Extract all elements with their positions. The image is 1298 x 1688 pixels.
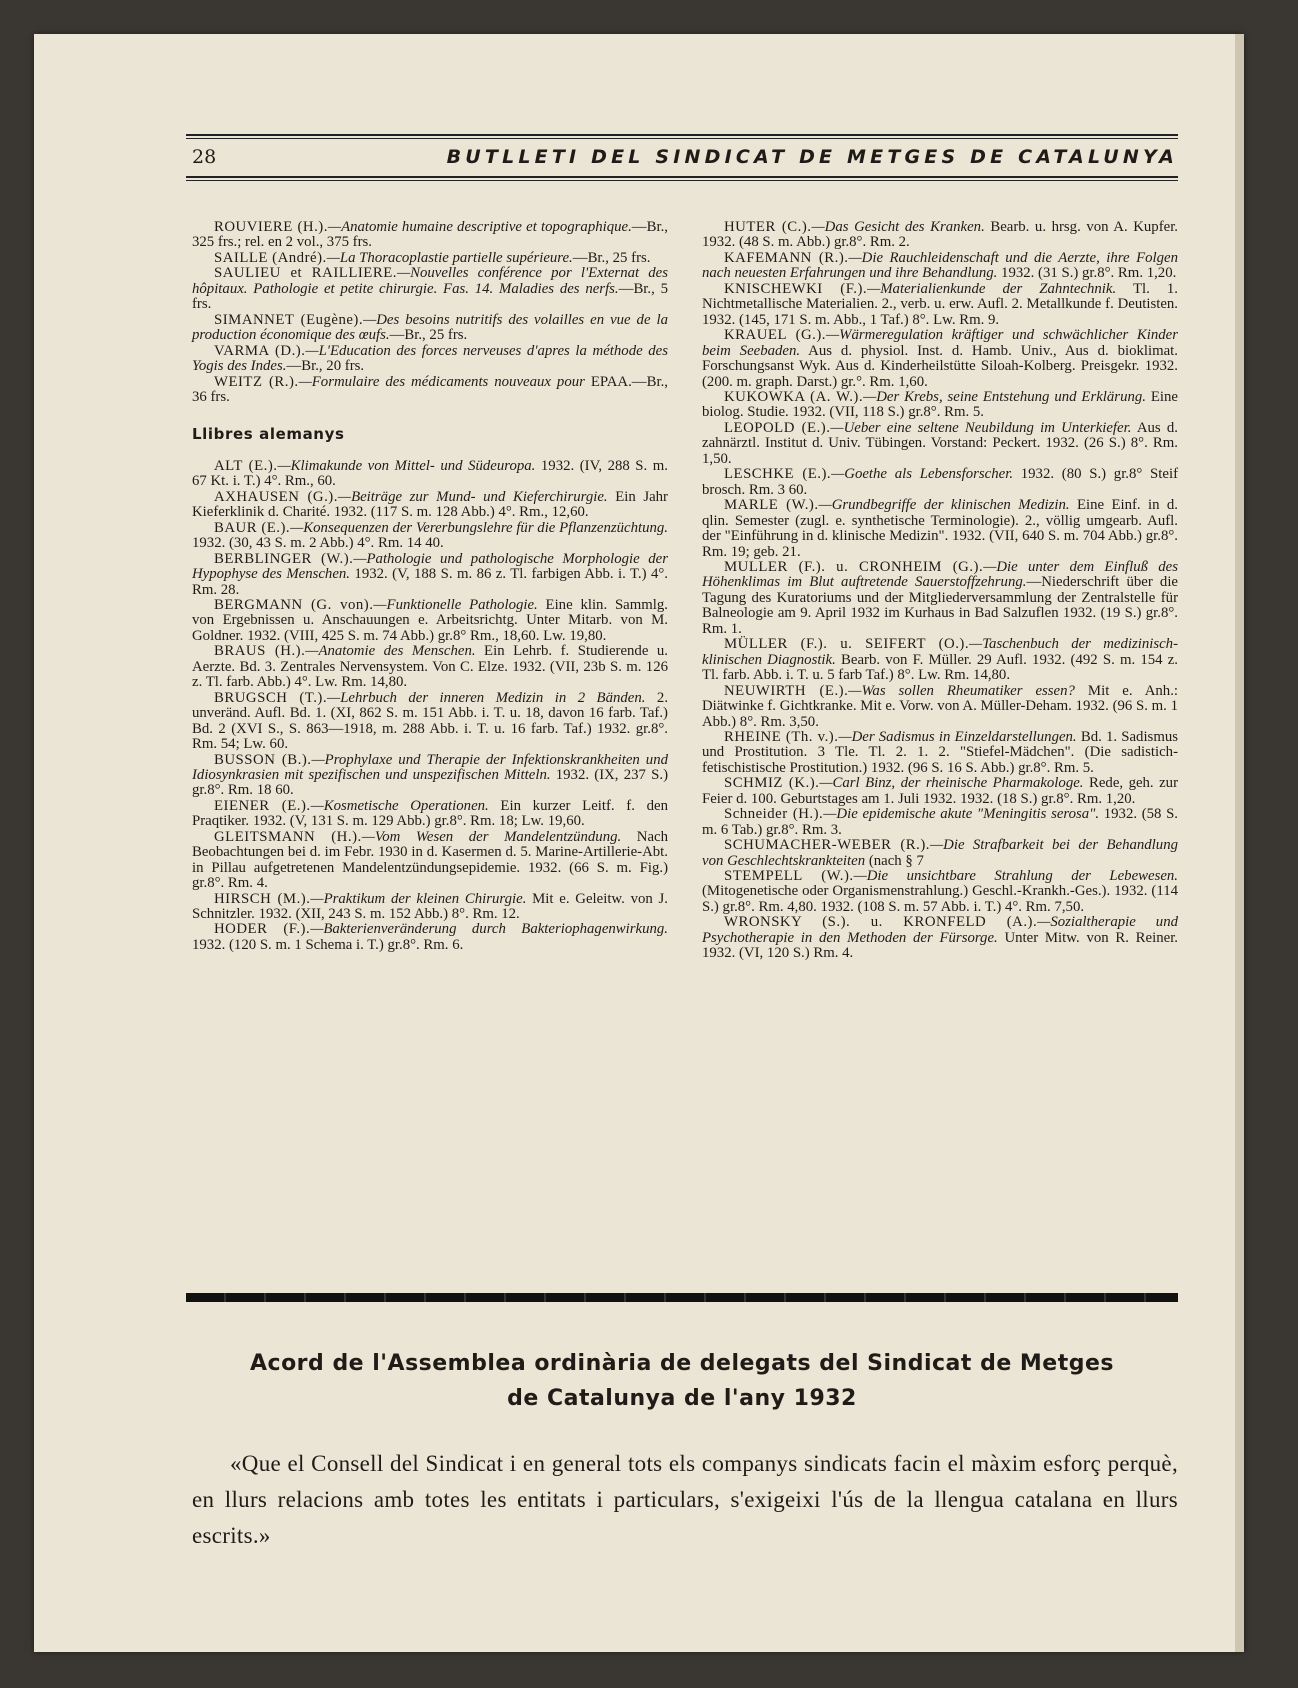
bibliography-entry [192, 922, 668, 953]
entry-details: Eine Einf. in d. qlin. Semester (zugl. e. synthetische Terminologie). 2., völlig umgearb. Aufl. der "Einführung in d. klinische Medizin". 1932. (VII, 640 S. m. 704 Abb.) gr.8°. Rm. 19; geb. 21. [702, 497, 1178, 560]
entry-author: NEUWIRTH (E.). [724, 682, 849, 699]
header-top-rule [186, 134, 1178, 136]
entry-author: WRONSKY (S.). u. KRONFELD (A.). [724, 914, 1038, 931]
entry-author: BERBLINGER (W.). [214, 550, 354, 567]
german-book-list [192, 459, 668, 954]
entry-author: BRAUS (H.). [214, 643, 306, 660]
entry-title: —Vom Wesen der Mandelentzündung. [361, 828, 622, 845]
entry-title: —Nouvelles conférence por l'Externat des hôpitaux. Pathologie et petite chirurgie. Fas. 14. Maladies des nerfs. [192, 265, 668, 297]
entry-details: Bearb. von F. Müller. 29 Aufl. 1932. (492 S. m. 154 z. Tl. farb. Abb. i. T. u. 5 farb Taf.) 8°. Lw. Rm. 14,80. [702, 651, 1179, 684]
entry-title: —Prophylaxe und Therapie der Infektionskrankheiten und Idiosynkrasien mit spezifischen und unspezifischen Mitteln. [192, 751, 668, 783]
entry-title: —Wärmeregulation kräftiger und schwächlicher Kinder beim Seebaden. [702, 327, 1178, 359]
entry-author: STEMPELL (W.). [724, 868, 854, 885]
page-edge [1235, 34, 1244, 1652]
entry-details: —Niederschrift über die Tagung des Kuratoriums und der Mitgliederversammlung der Zentralstelle für Balneologie am 9. April 1932 im Kurhaus in Bad Salzuflen 1932. (19 S.) gr.8°. Rm. 1. [702, 574, 1178, 637]
entry-details: Tl. 1. Nichtmetallische Materialien. 2., verb. u. erw. Aufl. 2. Metallkunde f. Deutisten. 1932. (145, 171 S. m. Abb., 1 Taf.) 8°. Lw. Rm. 9. [702, 280, 1178, 328]
entry-author: MARLE (W.). [724, 497, 819, 514]
bibliography-entry [192, 892, 668, 923]
header-bottom-rule [186, 176, 1178, 178]
entry-title: —La Thoracoplastie partielle supérieure. [326, 249, 573, 266]
entry-author: HIRSCH (M.). [214, 890, 311, 907]
bibliography-entry [192, 344, 668, 375]
bibliography-entry [192, 375, 668, 406]
entry-title: —Formulaire des médicaments nouveaux pour [298, 373, 585, 390]
bibliography-entry [702, 915, 1178, 961]
entry-details: (nach § 7 [865, 852, 924, 869]
entry-author: ROUVIERE (H.). [214, 219, 328, 235]
bibliography-entry [702, 390, 1178, 421]
bibliography-entry [702, 838, 1178, 869]
entry-author: BUSSON (B.). [214, 751, 312, 768]
entry-details: Bearb. u. hrsg. von A. Kupfer. 1932. (48 S. m. Abb.) gr.8°. Rm. 2. [702, 219, 1179, 251]
entry-title: —Die unsichtbare Strahlung der Lebewesen. [853, 868, 1178, 885]
entry-author: HODER (F.). [214, 921, 311, 938]
bibliography-entry [192, 220, 668, 251]
bibliography-entry [702, 498, 1178, 560]
entry-details: Aus d. physiol. Inst. d. Hamb. Univ., Aus d. bioklimat. Forschungsanst Wyk. Aus d. Kinderheilstütte Siloah-Kolberg. Preisgekr. 1932. (200. m. graph. Darst.) gr.°. Rm. 1,60. [702, 342, 1178, 390]
entry-title: —Das Gesicht des Kranken. [811, 219, 985, 235]
bibliography-entry [702, 684, 1178, 730]
assembly-title-line1: Acord de l'Assemblea ordinària de delegats del Sindicat de Metges [250, 1351, 1114, 1376]
bibliography-entry [702, 328, 1178, 390]
entry-author: GLEITSMANN (H.). [214, 828, 362, 845]
entry-title: —Die Strafbarkeit bei der Behandlung von Geschlechtskrankteiten [702, 837, 1178, 869]
entry-author: Schneider (H.). [724, 806, 824, 823]
bibliography-entry [192, 691, 668, 753]
entry-title: —Carl Binz, der rheinische Pharmakologe. [819, 775, 1084, 792]
entry-details: EPAA.—Br., 36 frs. [192, 373, 668, 405]
entry-details: Nach Beobachtungen bei d. im Febr. 1930 in d. Kasermen d. 5. Marine-Artillerie-Abt. in Pillau aufgetretenen Mandelentzündungsepidemie. 1932. (66 S. m. Fig.) gr.8°. Rm. 4. [192, 828, 669, 892]
entry-details: Ein Lehrb. f. Studierende u. Aerzte. Bd. 3. Zentrales Nervensystem. Von C. Elze. 1932. (VII, 23b S. m. 126 z. Tl. farb. Abb.) 4°. Lw. Rm. 14,80. [192, 643, 668, 691]
entry-title: —Die Rauchleidenschaft und die Aerzte, ihre Folgen nach neuesten Erfahrungen und ihre Behandlung. [702, 249, 1178, 282]
entry-details: 1932. (IV, 288 S. m. 67 Kt. i. T.) 4°. Rm., 60. [192, 457, 668, 490]
bibliography-entry [192, 799, 668, 830]
entry-title: —Goethe als Lebensforscher. [831, 466, 1014, 483]
entry-title: —Beiträge zur Mund- und Kieferchirurgie. [337, 488, 608, 505]
left-column [192, 220, 668, 953]
bibliography-entry [702, 282, 1178, 328]
bibliography-entry [702, 220, 1178, 251]
entry-details: Aus d. zahnärztl. Institut d. Univ. Tübingen. Vorstand: Peckert. 1932. (26 S.) 8°. Rm. 1,50. [702, 419, 1178, 467]
header-top-rule-thin [186, 138, 1178, 139]
entry-details: 2. unveränd. Aufl. Bd. 1. (XI, 862 S. m. 151 Abb. i. T. u. 18, davon 16 farb. Taf.) Bd. 2 (XVI S., S. 863—1918, m. 288 Abb. i. T. u. 16 farb. Taf.) 1932. gr.8°. Rm. 54; Lw. 60. [192, 689, 669, 753]
entry-details: Rede, geh. zur Feier d. 100. Geburtstages am 1. Juli 1932. 1932. (18 S.) gr.8°. Rm. 1,20. [702, 775, 1179, 807]
entry-title: —Die epidemische akute "Meningitis serosa". [823, 806, 1100, 823]
entry-title: —Materialienkunde der Zahntechnik. [867, 280, 1117, 297]
entry-title: —Grundbegriffe der klinischen Medizin. [818, 497, 1070, 514]
entry-author: HUTER (C.). [724, 219, 812, 235]
entry-author: KAFEMANN (R.). [724, 249, 849, 266]
entry-author: MÜLLER (F.). u. SEIFERT (O.). [724, 636, 970, 653]
entry-author: EIENER (E.). [214, 797, 311, 814]
entry-title: —Anatomie des Menschen. [305, 643, 476, 660]
entry-author: WEITZ (R.). [214, 373, 299, 390]
entry-details: 1932. (31 S.) gr.8°. Rm. 1,20. [997, 265, 1177, 282]
french-book-list [192, 220, 668, 405]
entry-details: —Br., 25 frs. [572, 249, 651, 266]
entry-title: —Lehrbuch der inneren Medizin in 2 Bänden. [327, 689, 646, 706]
entry-details: 1932. (120 S. m. 1 Schema i. T.) gr.8°. Rm. 6. [192, 936, 464, 953]
entry-title: —Pathologie und pathologische Morphologie der Hypophyse des Menschen. [192, 550, 668, 583]
bibliography-entry [702, 730, 1178, 776]
entry-author: BERGMANN (G. von). [214, 596, 374, 613]
entry-details: —Br., 325 frs.; rel. en 2 vol., 375 frs. [192, 219, 668, 251]
entry-author: ALT (E.). [214, 457, 278, 474]
running-header [192, 142, 1178, 172]
entry-title: —Anatomie humaine descriptive et topographique. [327, 219, 632, 235]
entry-details: 1932. (V, 188 S. m. 86 z. Tl. farbigen Abb. i. T.) 4°. Rm. 28. [192, 566, 668, 598]
page-number: 28 [192, 146, 217, 168]
document-page [34, 34, 1244, 1652]
entry-author: KNISCHEWKI (F.). [724, 280, 868, 297]
bibliography-entry [192, 644, 668, 690]
entry-details: Bd. 1. Sadismus und Prostitution. 3 Tle. Tl. 2. 1. 2. "Stiefel-Mädchen". (Die sadistich-fetischistische Prostitution.) 1932. (96 S. 16 S. Abb.) gr.8°. Rm. 5. [702, 728, 1178, 776]
entry-title: —Kosmetische Operationen. [310, 797, 489, 814]
entry-author: MULLER (F.). u. CRONHEIM (G.). [724, 558, 984, 575]
bibliography-entry [192, 598, 668, 644]
entry-author: BAUR (E.). [214, 519, 291, 536]
bibliography-entry [702, 807, 1178, 838]
entry-author: SAILLE (André). [214, 249, 327, 266]
bibliography-entry [702, 869, 1178, 915]
entry-author: SCHMIZ (K.). [724, 775, 820, 792]
entry-title: —Praktikum der kleinen Chirurgie. [310, 890, 527, 907]
entry-details: Ein kurzer Leitf. f. den Praqtiker. 1932. (V, 131 S. m. 129 Abb.) gr.8°. Rm. 18; Lw. 19,60. [192, 797, 668, 830]
entry-details: —Br., 5 frs. [192, 280, 668, 313]
entry-title: —Funktionelle Pathologie. [373, 596, 538, 613]
entry-details: 1932. (30, 43 S. m. 2 Abb.) 4°. Rm. 14 40. [192, 535, 444, 552]
header-bottom-rule-thin [186, 180, 1178, 181]
assembly-resolution: «Que el Consell del Sindicat i en general tots els companys sindicats facin el màxim esforç perquè, en llurs relacions amb totes les entitats i particulars, s'exigeixi l'ús de la llengua catalana en llurs escrits.» [192, 1451, 1178, 1548]
entry-author: LESCHKE (E.). [724, 466, 832, 483]
entry-title: —Konsequenzen der Vererbungslehre für die Pflanzenzüchtung. [290, 519, 668, 536]
entry-author: RHEINE (Th. v.). [724, 728, 839, 745]
entry-details: Eine klin. Sammlg. von Ergebnissen u. Anschauungen e. Arbeitsrichtg. Unter Mitarb. von M. Goldner. 1932. (VIII, 425 S. m. 74 Abb.) gr.8° Rm., 18,60. Lw. 19,80. [192, 596, 668, 644]
entry-author: BRUGSCH (T.). [214, 689, 328, 706]
bibliography-entry [192, 753, 668, 799]
bibliography-entry [192, 830, 668, 892]
entry-title: —Der Krebs, seine Entstehung und Erklärung. [863, 388, 1146, 405]
german-book-list-continued [702, 220, 1178, 962]
bibliography-entry [192, 552, 668, 598]
entry-author: KRAUEL (G.). [724, 327, 827, 344]
entry-author: SIMANNET (Eugène). [214, 311, 364, 328]
bibliography-entry [702, 421, 1178, 467]
entry-title: —Ueber eine seltene Neubildung im Unterkiefer. [830, 419, 1132, 436]
entry-details: Eine biolog. Studie. 1932. (VII, 118 S.) gr.8°. Rm. 5. [702, 388, 1178, 421]
entry-title: —Taschenbuch der medizinisch-klinischen Diagnostik. [702, 636, 1178, 668]
entry-title: —Sozialtherapie und Psychotherapie in den Methoden der Fürsorge. [702, 914, 1179, 946]
entry-details: (Mitogenetische oder Organismenstrahlung.) Geschl.-Krankh.-Ges.). 1932. (114 S.) gr.8°. Rm. 4,80. 1932. (108 S. m. 57 Abb. i. T.) 4°. Rm. 7,50. [702, 883, 1178, 915]
assembly-title [186, 1346, 1178, 1416]
entry-details: Mit e. Geleitw. von J. Schnitzler. 1932. (XII, 243 S. m. 152 Abb.) 8°. Rm. 12. [192, 890, 668, 923]
entry-title: —Der Sadismus in Einzeldarstellungen. [838, 728, 1077, 745]
entry-author: SCHUMACHER-WEBER (R.). [724, 837, 930, 854]
entry-title: —Was sollen Rheumatiker essen? [848, 682, 1075, 699]
entry-details: Unter Mitw. von R. Reiner. 1932. (VI, 120 S.) Rm. 4. [702, 929, 1179, 962]
entry-title: —L'Education des forces nerveuses d'apres la méthode des Yogis des Indes. [192, 342, 669, 375]
entry-author: LEOPOLD (E.). [724, 419, 831, 436]
bibliography-entry [702, 776, 1178, 807]
journal-title: BUTLLETI DEL SINDICAT DE METGES DE CATALUNYA [446, 146, 1178, 168]
entry-title: —Bakterienveränderung durch Bakteriophagenwirkung. [310, 921, 668, 938]
entry-details: Mit e. Anh.: Diätwinke f. Gichtkranke. Mit e. Vorw. von A. Müller-Deham. 1932. (96 S. m. 1 Abb.) 8°. Rm. 3,50. [702, 682, 1179, 730]
entry-author: KUKOWKA (A. W.). [724, 388, 864, 405]
bibliography-entry [192, 459, 668, 490]
bibliography-entry [192, 313, 668, 344]
entry-title: —Des besoins nutritifs des volailles en vue de la production économique des œufs. [192, 311, 668, 344]
assembly-title-line2: de Catalunya de l'any 1932 [507, 1386, 857, 1411]
bibliography-entry [702, 467, 1178, 498]
entry-details: —Br., 20 frs. [286, 358, 365, 375]
entry-details: Ein Jahr Kieferklinik d. Charité. 1932. (117 S. m. 128 Abb.) 4°. Rm., 12,60. [192, 488, 668, 521]
entry-title: —Klimakunde von Mittel- und Südeuropa. [277, 457, 536, 474]
entry-details: 1932. (80 S.) gr.8° Steif brosch. Rm. 3 60. [702, 466, 1178, 498]
entry-details: 1932. (IX, 237 S.) gr.8°. Rm. 18 60. [192, 766, 668, 799]
section-separator [186, 1293, 1178, 1302]
bibliography-entry [192, 266, 668, 312]
entry-details: —Br., 25 frs. [389, 327, 468, 344]
bibliography-entry [192, 521, 668, 552]
bibliography-entry [702, 251, 1178, 282]
entry-details: 1932. (58 S. m. 6 Tab.) gr.8°. Rm. 3. [702, 806, 1178, 838]
right-column [702, 220, 1178, 962]
entry-author: SAULIEU et RAILLIERE. [214, 265, 397, 282]
entry-author: AXHAUSEN (G.). [214, 488, 338, 505]
section-heading-german-books: Llibres alemanys [192, 425, 345, 444]
bibliography-entry [192, 251, 668, 266]
entry-title: —Die unter dem Einfluß des Höhenklimas im Blut auftretende Sauerstoffzehrung. [702, 558, 1178, 591]
entry-author: VARMA (D.). [214, 342, 306, 359]
bibliography-entry [702, 637, 1178, 683]
bibliography-entry [192, 490, 668, 521]
bibliography-entry [702, 560, 1178, 637]
